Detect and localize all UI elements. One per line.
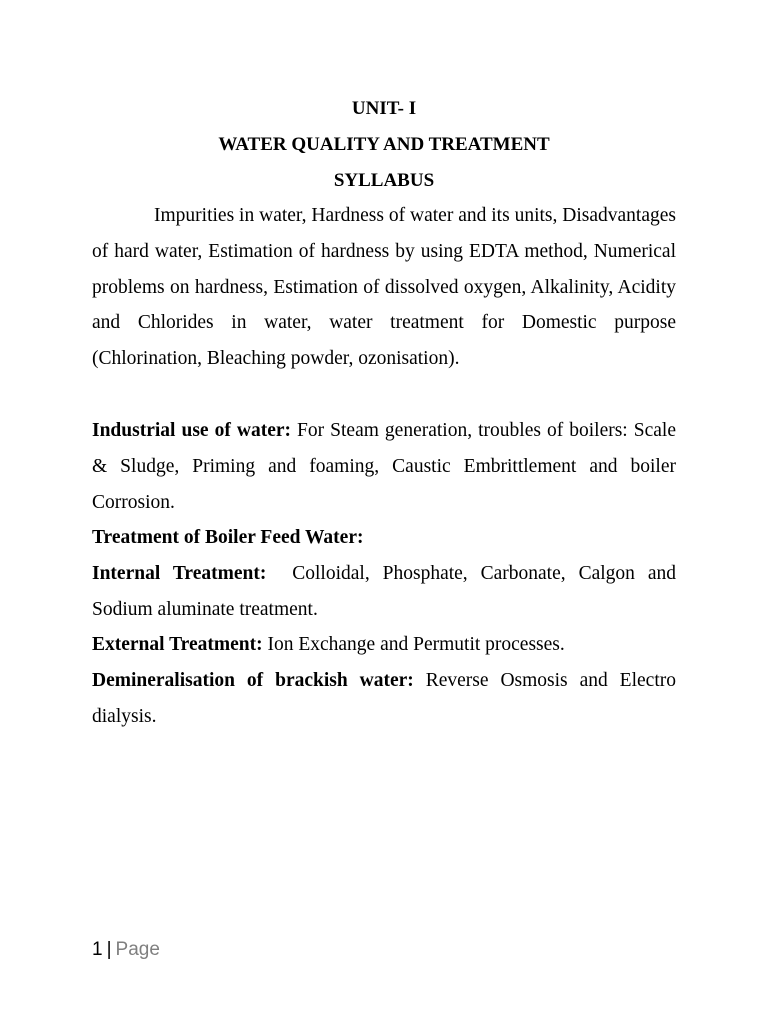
page-number: 1	[92, 939, 103, 960]
boiler-feed-paragraph	[92, 520, 676, 556]
intro-text: Impurities in water, Hardness of water and its units, Disadvantages of hard water, Estimation of hardness by using EDTA method, Numerical problems on hardness, Estimation of dissolved oxygen, Alkalinity, Acidity and Chlorides in water, water treatment for Domestic purpose (Chlorination, Bleaching powder, ozonisation).	[92, 205, 676, 370]
boiler-feed-label: Treatment of Boiler Feed Water:	[92, 527, 364, 548]
page-footer	[92, 936, 160, 964]
document-title: WATER QUALITY AND TREATMENT	[218, 134, 550, 155]
internal-text: Colloidal, Phosphate, Carbonate, Calgon and Sodium aluminate treatment.	[92, 563, 681, 620]
syllabus-heading: SYLLABUS	[333, 170, 435, 191]
industrial-paragraph	[92, 413, 676, 520]
demineralisation-label: Demineralisation of brackish water:	[92, 670, 414, 691]
unit-heading: UNIT- I	[351, 98, 417, 119]
demineralisation-paragraph	[92, 663, 676, 735]
external-text: Ion Exchange and Permutit processes.	[262, 634, 565, 655]
intro-paragraph	[92, 198, 676, 377]
external-paragraph	[92, 627, 676, 663]
industrial-label: Industrial use of water:	[92, 420, 291, 441]
industrial-text: For Steam generation, troubles of boilers: Scale & Sludge, Priming and foaming, Caustic Embrittlement and boiler Corrosion.	[92, 420, 676, 513]
footer-separator: |	[106, 939, 112, 960]
demineralisation-text: Reverse Osmosis and Electro dialysis.	[92, 670, 676, 727]
internal-paragraph	[92, 556, 681, 628]
internal-label: Internal Treatment:	[92, 563, 267, 584]
page-label: Page	[115, 939, 160, 960]
external-label: External Treatment:	[92, 634, 263, 655]
